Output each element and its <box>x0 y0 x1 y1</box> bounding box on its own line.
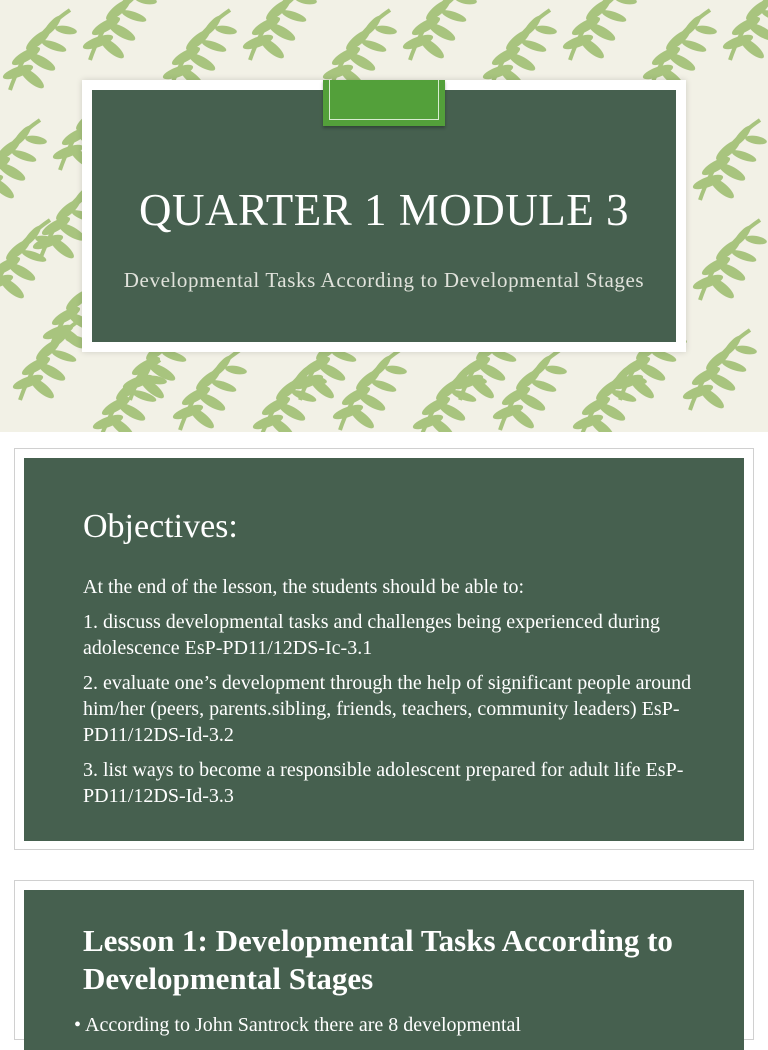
objective-item: 3. list ways to become a responsible adolescent prepared for adult life EsP-PD11/12DS-Id-3.3 <box>83 759 684 807</box>
objective-item: 2. evaluate one’s development through the help of significant people around him/her (peers, parents.sibling, friends, teachers, community leaders) EsP-PD11/12DS-Id-3.2 <box>83 672 692 746</box>
lesson-bullet-text: According to John Santrock there are 8 developmental <box>85 1014 521 1036</box>
lesson-heading: Lesson 1: Developmental Tasks According to Developmental Stages <box>83 923 673 996</box>
objectives-slide <box>14 448 754 850</box>
objectives-intro: At the end of the lesson, the students should be able to: <box>83 576 525 598</box>
slide-subtitle: Developmental Tasks According to Developmental Stages <box>123 268 645 292</box>
objectives-panel <box>24 458 744 841</box>
lesson-slide <box>14 880 754 1040</box>
lesson-bullet <box>74 1012 714 1038</box>
title-slide <box>0 0 768 432</box>
accent-tab <box>323 80 445 126</box>
objectives-heading: Objectives: <box>83 508 238 545</box>
objective-item: 1. discuss developmental tasks and challenges being experienced during adolescence EsP-PD11/12DS-Ic-3.1 <box>83 611 661 659</box>
bullet-marker: • <box>74 1014 82 1036</box>
lesson-panel <box>24 890 744 1050</box>
objectives-body <box>83 574 723 818</box>
slide-title: QUARTER 1 MODULE 3 <box>138 185 630 235</box>
